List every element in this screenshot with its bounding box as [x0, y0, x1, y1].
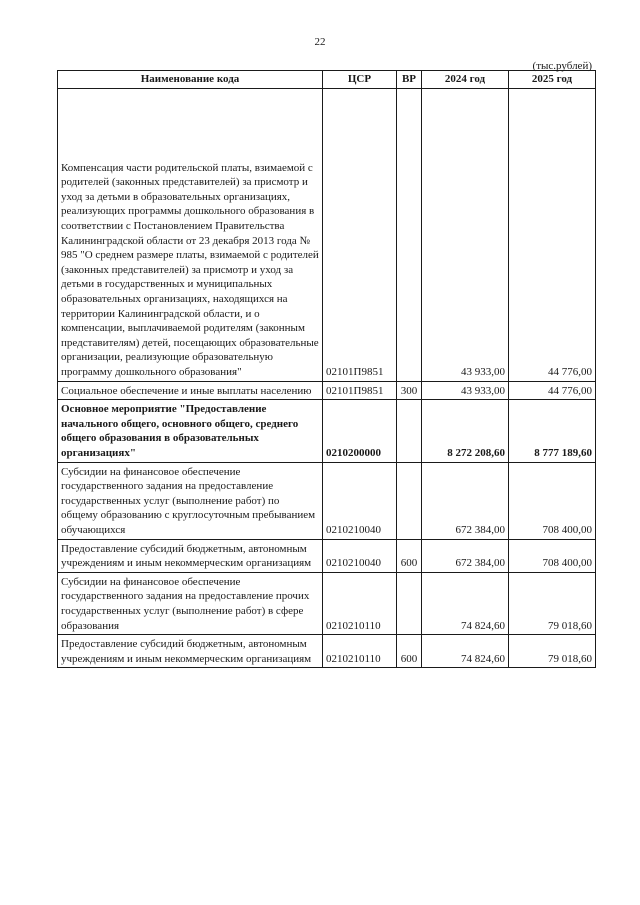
row-2024: 672 384,00	[422, 539, 509, 572]
row-vr: 600	[397, 635, 422, 668]
row-2024: 8 272 208,60	[422, 400, 509, 462]
header-name: Наименование кода	[58, 71, 323, 89]
row-csr: 0210210110	[323, 635, 397, 668]
header-vr: ВР	[397, 71, 422, 89]
row-2025: 708 400,00	[509, 462, 596, 539]
row-name: Предоставление субсидий бюджетным, автономным учреждениям и иным некоммерческим организациям	[58, 635, 323, 668]
row-2025: 44 776,00	[509, 88, 596, 381]
row-csr: 02101П9851	[323, 381, 397, 400]
header-csr: ЦСР	[323, 71, 397, 89]
table-row	[58, 88, 596, 381]
row-name: Субсидии на финансовое обеспечение государственного задания на предоставление государственных услуг (выполнение работ) по общему образованию с круглосуточным пребыванием обучающихся	[58, 462, 323, 539]
row-2025: 44 776,00	[509, 381, 596, 400]
header-2025: 2025 год	[509, 71, 596, 89]
row-2024: 74 824,60	[422, 635, 509, 668]
table-header-row	[58, 71, 596, 89]
table-row	[58, 572, 596, 634]
row-vr	[397, 462, 422, 539]
page-number: 22	[314, 36, 326, 48]
header-2024: 2024 год	[422, 71, 509, 89]
row-vr	[397, 572, 422, 634]
row-name: Социальное обеспечение и иные выплаты населению	[58, 381, 323, 400]
row-2025: 8 777 189,60	[509, 400, 596, 462]
row-2024: 43 933,00	[422, 381, 509, 400]
row-vr	[397, 400, 422, 462]
row-2024: 43 933,00	[422, 88, 509, 381]
row-vr	[397, 88, 422, 381]
table-row	[58, 539, 596, 572]
table-row	[58, 462, 596, 539]
row-2025: 79 018,60	[509, 572, 596, 634]
row-csr: 0210200000	[323, 400, 397, 462]
table-row	[58, 381, 596, 400]
row-2024: 672 384,00	[422, 462, 509, 539]
table-row	[58, 400, 596, 462]
row-2025: 79 018,60	[509, 635, 596, 668]
row-csr: 02101П9851	[323, 88, 397, 381]
budget-table	[57, 70, 596, 668]
row-csr: 0210210110	[323, 572, 397, 634]
row-csr: 0210210040	[323, 462, 397, 539]
units-label: (тыс.рублей)	[532, 60, 592, 72]
row-vr: 600	[397, 539, 422, 572]
row-name: Субсидии на финансовое обеспечение государственного задания на предоставление прочих государственных услуг (выполнение работ) в сфере образования	[58, 572, 323, 634]
row-2025: 708 400,00	[509, 539, 596, 572]
row-csr: 0210210040	[323, 539, 397, 572]
row-name: Основное мероприятие "Предоставление начального общего, основного общего, среднего общего образования в образовательных организациях"	[58, 400, 323, 462]
row-name: Предоставление субсидий бюджетным, автономным учреждениям и иным некоммерческим организациям	[58, 539, 323, 572]
row-2024: 74 824,60	[422, 572, 509, 634]
row-vr: 300	[397, 381, 422, 400]
row-name: Компенсация части родительской платы, взимаемой с родителей (законных представителей) за присмотр и уход за детьми в образовательных организациях, реализующих программы дошкольного образования в соответствии с Постановлением Правительства Калининградской области от 23 декабря 2013 года № 985 "О среднем размере платы, взимаемой с родителей (законных представителей) за присмотр и уход за детьми в государственных и муниципальных образовательных организациях, находящихся на территории Калининградской области, и о компенсации, выплачиваемой родителям (законным представителям) детей, посещающих образовательные организации, реализующие образовательную программу дошкольного образования"	[58, 88, 323, 381]
table-row	[58, 635, 596, 668]
